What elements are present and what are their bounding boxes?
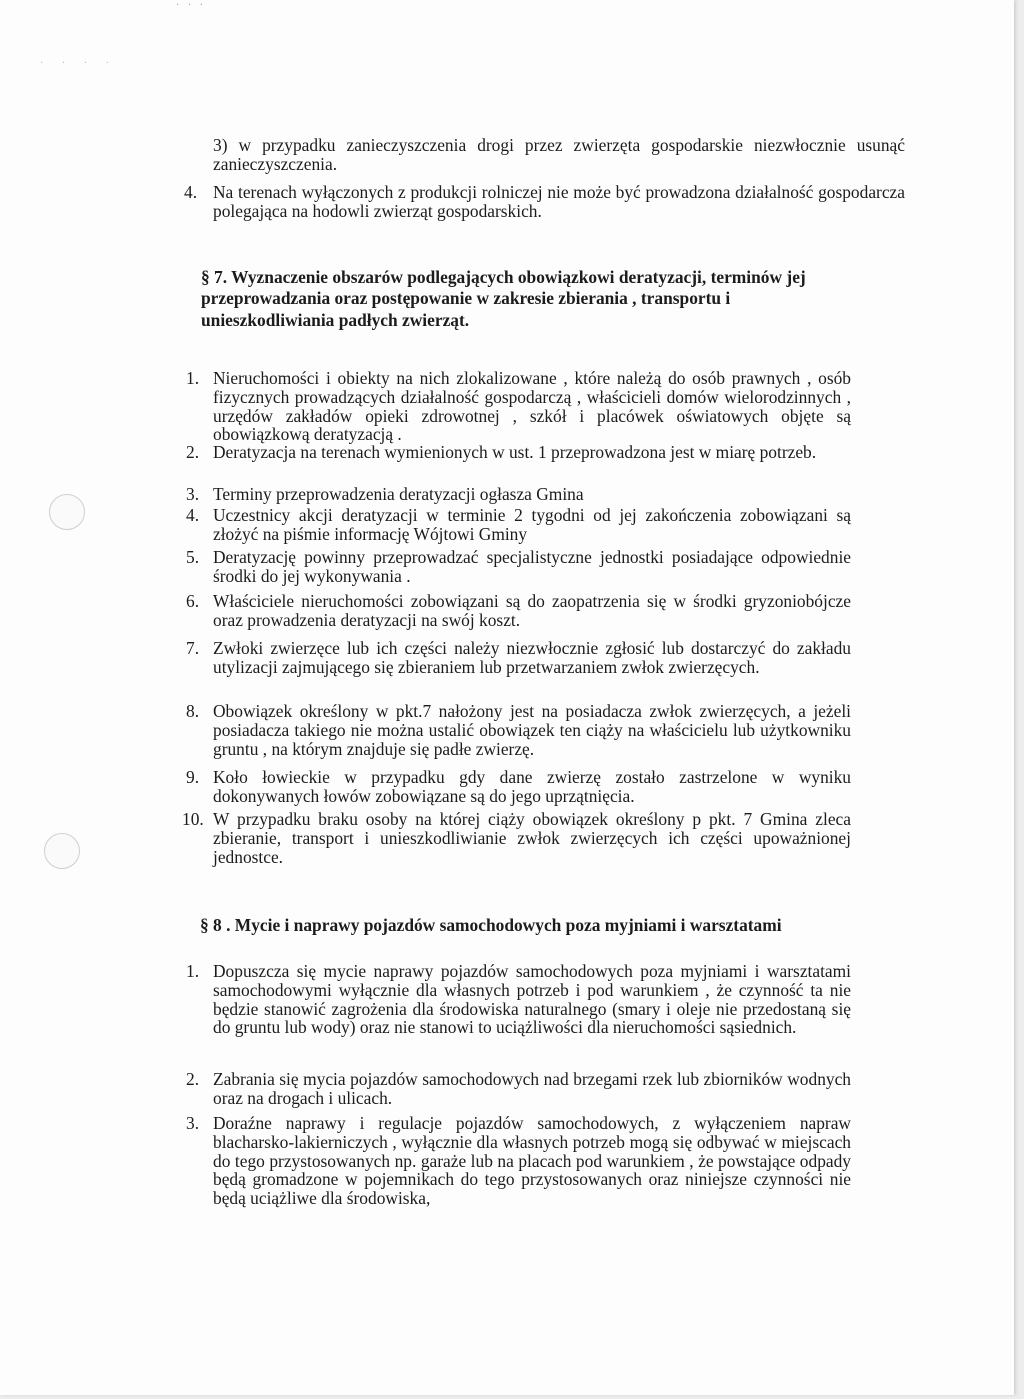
item-number: 9. <box>186 767 200 787</box>
section-8-item-2: Zabrania się mycia pojazdów samochodowych nad brzegami rzek lub zbiorników wodnych oraz na drogach i ulicach. <box>213 1069 851 1108</box>
item-number: 3. <box>186 1113 200 1133</box>
section-7-item-3: Terminy przeprowadzenia deratyzacji ogłasza Gmina <box>213 484 584 504</box>
item-number: 1. <box>186 368 200 388</box>
item-number: 3. <box>186 484 200 504</box>
section-7-item-10: W przypadku braku osoby na której ciąży obowiązek określony p pkt. 7 Gmina zleca zbieranie, transport i unieszkodliwianie zwłok zwierzęcych ich części upoważnionej jednostce. <box>213 809 851 867</box>
binder-hole <box>44 833 80 869</box>
item-number: 6. <box>186 591 200 611</box>
section-8-item-3: Doraźne naprawy i regulacje pojazdów samochodowych, z wyłączeniem napraw blacharsko-lakierniczych , wyłącznie dla własnych potrzeb mogą się odbywać w miejscach do tego przystosowanych np. garaże lub na placach pod warunkiem , że powstające odpady będą gromadzone w pojemnikach do tego przystosowanych oraz niniejsze czynności nie będą uciążliwe dla środowiska, <box>213 1113 851 1209</box>
item-number: 8. <box>186 701 200 721</box>
section-7-item-2: Deratyzacja na terenach wymienionych w ust. 1 przeprowadzona jest w miarę potrzeb. <box>213 442 817 462</box>
item-number: 7. <box>186 638 200 658</box>
item-number: 4. <box>186 505 200 525</box>
section-7-item-6: Właściciele nieruchomości zobowiązani są do zaopatrzenia się w środki gryzoniobójcze oraz prowadzenia deratyzacji na swój koszt. <box>213 591 851 630</box>
paragraph-item-4: Na terenach wyłączonych z produkcji rolniczej nie może być prowadzona działalność gospodarcza polegająca na hodowli zwierząt gospodarskich. <box>213 182 905 221</box>
section-7-item-7: Zwłoki zwierzęce lub ich części należy niezwłocznie zgłosić lub dostarczyć do zakładu utylizacji zajmującego się zbieraniem lub przetwarzaniem zwłok zwierzęcych. <box>213 638 851 677</box>
section-7-item-5: Deratyzację powinny przeprowadzać specjalistyczne jednostki posiadające odpowiednie środki do jej wykonywania . <box>213 547 851 586</box>
item-number: 1. <box>186 961 200 981</box>
section-7-item-8: Obowiązek określony w pkt.7 nałożony jest na posiadacza zwłok zwierzęcych, a jeżeli posiadacza takiego nie można ustalić obowiązek ten ciąży na właścicielu lub użytkowniku gruntu , na którym znajduje się padłe zwierzę. <box>213 701 851 759</box>
section-7-item-1: Nieruchomości i obiekty na nich zlokalizowane , które należą do osób prawnych , osób fizycznych prowadzących działalność gospodarczą , właścicieli domów wielorodzinnych , urzędów zakładów opieki zdrowotnej , szkół i placówek oświatowych objęte są obowiązkową deratyzacją . <box>213 368 851 445</box>
scan-specks-left: · · · · <box>40 58 117 69</box>
section-7-heading: § 7. Wyznaczenie obszarów podlegających obowiązkowi deratyzacji, terminów jej przeprowadzania oraz postępowanie w zakresie zbierania , transportu i unieszkodliwiania padłych zwierząt. <box>201 267 806 330</box>
item-number: 5. <box>186 547 200 567</box>
section-8-heading: § 8 . Mycie i naprawy pojazdów samochodowych poza myjniami i warsztatami <box>200 915 782 935</box>
item-number: 10. <box>182 809 204 829</box>
section-7-item-4: Uczestnicy akcji deratyzacji w terminie 2 tygodni od jej zakończenia zobowiązani są złożyć na piśmie informację Wójtowi Gminy <box>213 505 851 544</box>
item-number: 4. <box>184 182 198 202</box>
item-number: 2. <box>186 1069 200 1089</box>
paragraph-item-3: 3) w przypadku zanieczyszczenia drogi przez zwierzęta gospodarskie niezwłocznie usunąć zanieczyszczenia. <box>213 135 905 174</box>
item-number: 2. <box>186 442 200 462</box>
section-8-item-1: Dopuszcza się mycie naprawy pojazdów samochodowych poza myjniami i warsztatami samochodowymi wyłącznie dla własnych potrzeb i pod warunkiem , że czynność ta nie będzie stanowić zagrożenia dla środowiska naturalnego (smary i oleje nie przedostaną się do gruntu lub wody) oraz nie stanowi to uciążliwości dla nieruchomości sąsiednich. <box>213 961 851 1038</box>
binder-hole <box>49 494 85 530</box>
scan-specks-top: · · · <box>176 0 206 11</box>
section-7-item-9: Koło łowieckie w przypadku gdy dane zwierzę zostało zastrzelone w wyniku dokonywanych łowów zobowiązane są do jego uprzątnięcia. <box>213 767 851 806</box>
